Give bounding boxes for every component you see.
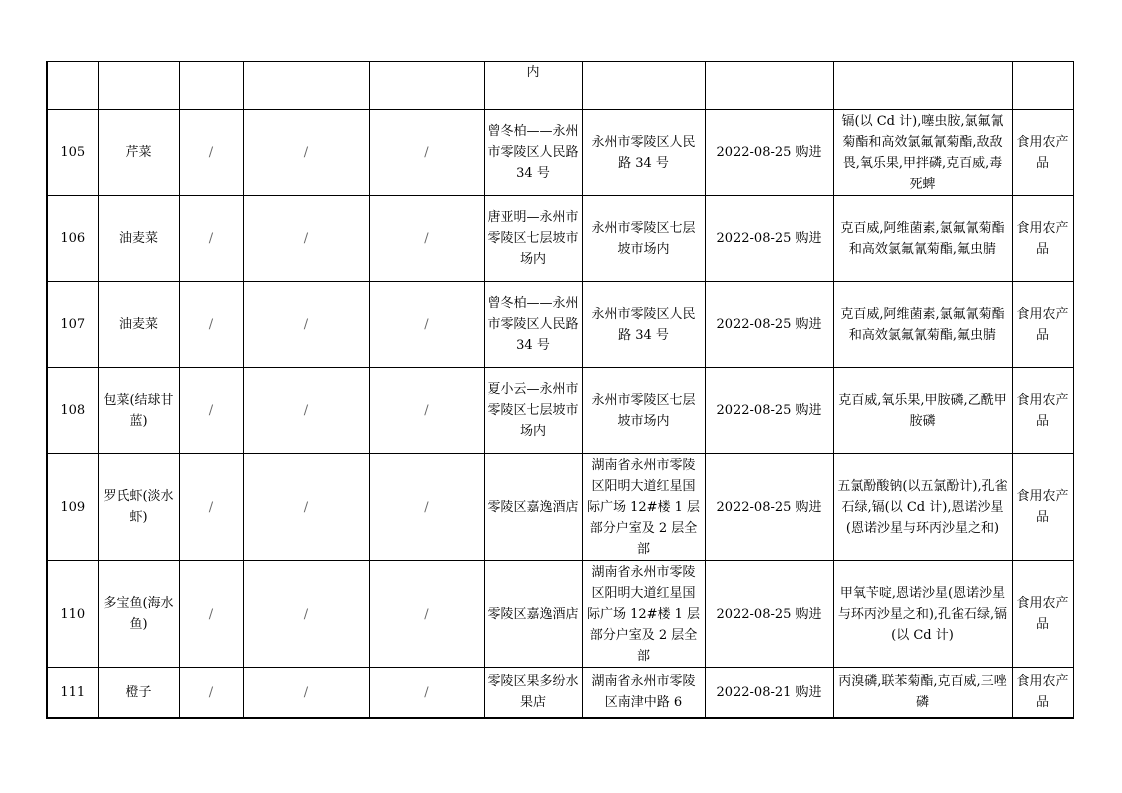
- trademark-cell: /: [243, 454, 369, 561]
- items-cell: 克百威,阿维菌素,氯氟氰菊酯和高效氯氟氰菊酯,氟虫腈: [833, 196, 1012, 282]
- date-cell: 2022-08-25 购进: [705, 561, 833, 668]
- items-cell: 镉(以 Cd 计),噻虫胺,氯氟氰菊酯和高效氯氟氰菊酯,敌敌畏,氧乐果,甲拌磷,克百威,毒死蜱: [833, 110, 1012, 196]
- category-cell: 食用农产品: [1012, 196, 1073, 282]
- seller-cell: 曾冬柏——永州市零陵区人民路 34 号: [484, 110, 582, 196]
- spec-cell: /: [179, 561, 243, 668]
- category-cell: 食用农产品: [1012, 454, 1073, 561]
- seller-cell: 曾冬柏——永州市零陵区人民路 34 号: [484, 282, 582, 368]
- name-cell: 罗氏虾(淡水虾): [98, 454, 179, 561]
- seller-cell: 夏小云—永州市零陵区七层坡市场内: [484, 368, 582, 454]
- no-cell: 109: [47, 454, 98, 561]
- date-cell: 2022-08-25 购进: [705, 454, 833, 561]
- no-cell: 108: [47, 368, 98, 454]
- spec-cell: /: [179, 368, 243, 454]
- date-cell: 2022-08-25 购进: [705, 368, 833, 454]
- address-cell: 湖南省永州市零陵区南津中路 6: [582, 668, 705, 718]
- category-cell: 食用农产品: [1012, 668, 1073, 718]
- name-cell: 橙子: [98, 668, 179, 718]
- seller-cell: 零陵区嘉逸酒店: [484, 561, 582, 668]
- address-cell: 永州市零陵区七层坡市场内: [582, 368, 705, 454]
- no-cell: 105: [47, 110, 98, 196]
- name-cell: 包菜(结球甘蓝): [98, 368, 179, 454]
- trademark-cell: /: [243, 110, 369, 196]
- table-row: [47, 454, 1073, 561]
- category-cell: 食用农产品: [1012, 282, 1073, 368]
- category-cell: 食用农产品: [1012, 110, 1073, 196]
- name-cell: 多宝鱼(海水鱼): [98, 561, 179, 668]
- items-cell: 丙溴磷,联苯菊酯,克百威,三唑磷: [833, 668, 1012, 718]
- category-cell: 食用农产品: [1012, 561, 1073, 668]
- no-cell: 106: [47, 196, 98, 282]
- table-row: [47, 110, 1073, 196]
- seller-cell: 内: [484, 62, 582, 110]
- table-row: [47, 668, 1073, 718]
- table-row: [47, 196, 1073, 282]
- spec-cell: /: [179, 282, 243, 368]
- category-cell: 食用农产品: [1012, 368, 1073, 454]
- no-cell: 107: [47, 282, 98, 368]
- address-cell: 湖南省永州市零陵区阳明大道红星国际广场 12#楼 1 层部分户室及 2 层全部: [582, 561, 705, 668]
- name-cell: 芹菜: [98, 110, 179, 196]
- table-row-continued: [47, 62, 1073, 110]
- address-cell: 永州市零陵区人民路 34 号: [582, 110, 705, 196]
- batch-cell: /: [369, 561, 484, 668]
- date-cell: 2022-08-25 购进: [705, 282, 833, 368]
- items-cell: 克百威,氧乐果,甲胺磷,乙酰甲胺磷: [833, 368, 1012, 454]
- trademark-cell: /: [243, 561, 369, 668]
- table-row: [47, 561, 1073, 668]
- spec-cell: /: [179, 196, 243, 282]
- trademark-cell: /: [243, 368, 369, 454]
- seller-cell: 零陵区果多纷水果店: [484, 668, 582, 718]
- name-cell: 油麦菜: [98, 196, 179, 282]
- table-row: [47, 282, 1073, 368]
- inspection-table: [46, 61, 1074, 719]
- address-cell: 永州市零陵区七层坡市场内: [582, 196, 705, 282]
- date-cell: 2022-08-25 购进: [705, 110, 833, 196]
- address-cell: 永州市零陵区人民路 34 号: [582, 282, 705, 368]
- name-cell: 油麦菜: [98, 282, 179, 368]
- date-cell: 2022-08-21 购进: [705, 668, 833, 718]
- batch-cell: /: [369, 668, 484, 718]
- trademark-cell: /: [243, 196, 369, 282]
- table-row: [47, 368, 1073, 454]
- address-cell: 湖南省永州市零陵区阳明大道红星国际广场 12#楼 1 层部分户室及 2 层全部: [582, 454, 705, 561]
- items-cell: 克百威,阿维菌素,氯氟氰菊酯和高效氯氟氰菊酯,氟虫腈: [833, 282, 1012, 368]
- no-cell: 111: [47, 668, 98, 718]
- items-cell: 五氯酚酸钠(以五氯酚计),孔雀石绿,镉(以 Cd 计),恩诺沙星(恩诺沙星与环丙沙星之和): [833, 454, 1012, 561]
- trademark-cell: /: [243, 282, 369, 368]
- no-cell: 110: [47, 561, 98, 668]
- trademark-cell: /: [243, 668, 369, 718]
- seller-cell: 零陵区嘉逸酒店: [484, 454, 582, 561]
- batch-cell: /: [369, 196, 484, 282]
- spec-cell: /: [179, 110, 243, 196]
- batch-cell: /: [369, 282, 484, 368]
- date-cell: 2022-08-25 购进: [705, 196, 833, 282]
- batch-cell: /: [369, 110, 484, 196]
- batch-cell: /: [369, 454, 484, 561]
- items-cell: 甲氧苄啶,恩诺沙星(恩诺沙星与环丙沙星之和),孔雀石绿,镉(以 Cd 计): [833, 561, 1012, 668]
- seller-cell: 唐亚明—永州市零陵区七层坡市场内: [484, 196, 582, 282]
- batch-cell: /: [369, 368, 484, 454]
- spec-cell: /: [179, 454, 243, 561]
- spec-cell: /: [179, 668, 243, 718]
